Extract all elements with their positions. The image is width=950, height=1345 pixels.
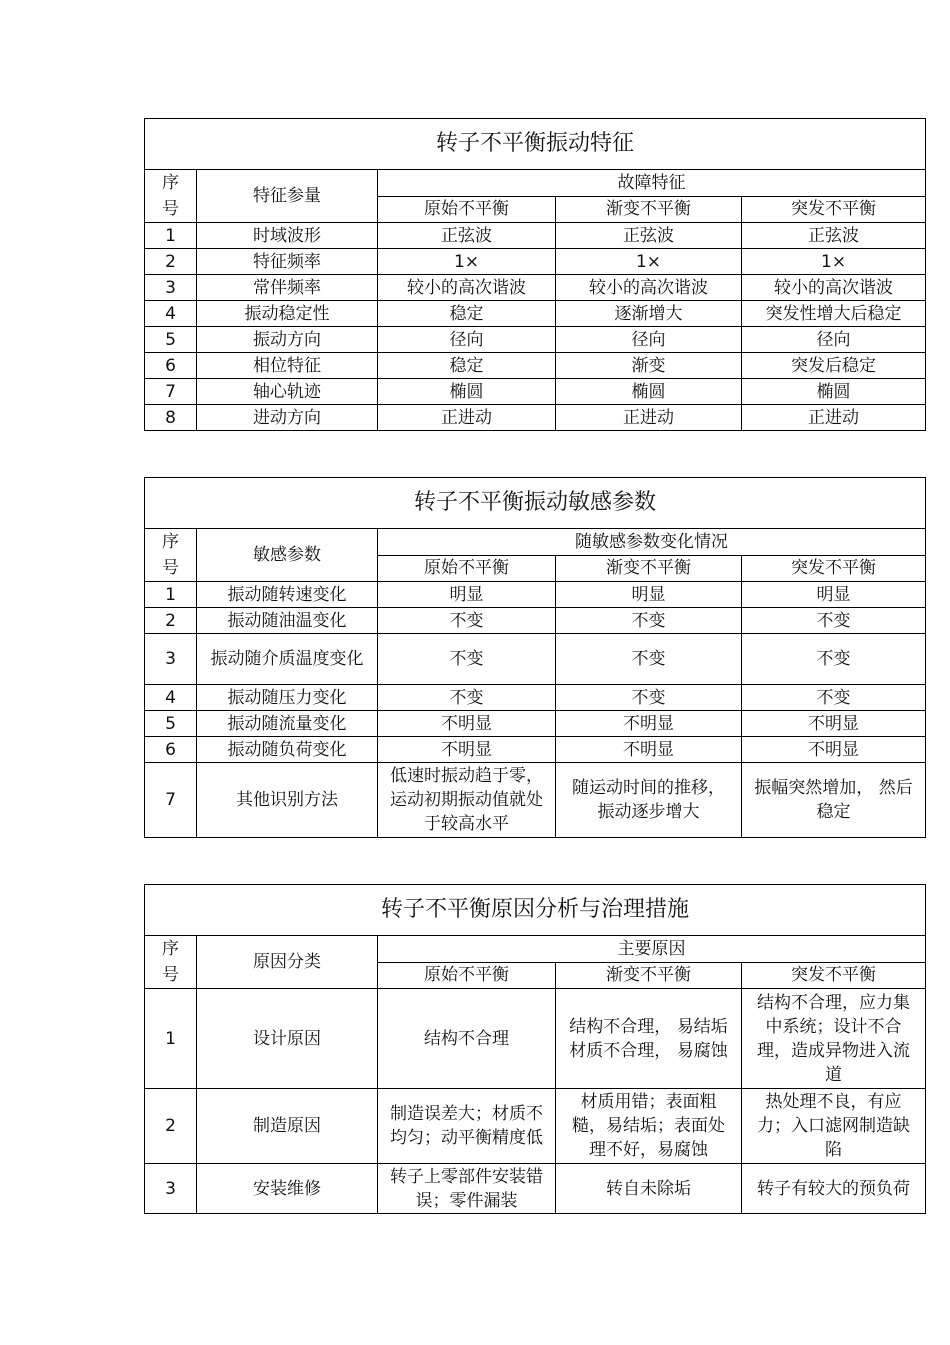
table-row bbox=[145, 763, 926, 838]
cell: 不变 bbox=[378, 685, 556, 711]
cell: 正弦波 bbox=[742, 223, 926, 249]
row-name: 时域波形 bbox=[197, 223, 378, 249]
table-title: 转子不平衡原因分析与治理措施 bbox=[145, 885, 926, 936]
cell: 不变 bbox=[742, 634, 926, 685]
table-row bbox=[145, 685, 926, 711]
cell: 较小的高次谐波 bbox=[742, 275, 926, 301]
row-no: 6 bbox=[145, 737, 197, 763]
row-no: 5 bbox=[145, 327, 197, 353]
table-row bbox=[145, 1089, 926, 1164]
row-no: 1 bbox=[145, 582, 197, 608]
table-row bbox=[145, 737, 926, 763]
row-name: 设计原因 bbox=[197, 989, 378, 1089]
row-name: 振动随转速变化 bbox=[197, 582, 378, 608]
sensitivity-parameters-table bbox=[144, 477, 926, 838]
table-row bbox=[145, 989, 926, 1089]
cell: 不明显 bbox=[378, 711, 556, 737]
cell: 椭圆 bbox=[742, 379, 926, 405]
cause-analysis-table bbox=[144, 884, 926, 1214]
cell: 随运动时间的推移，振动逐步增大 bbox=[556, 763, 742, 838]
row-name: 振动稳定性 bbox=[197, 301, 378, 327]
table-row bbox=[145, 711, 926, 737]
table-row bbox=[145, 379, 926, 405]
row-no: 4 bbox=[145, 685, 197, 711]
cell: 不变 bbox=[742, 685, 926, 711]
cell: 正进动 bbox=[742, 405, 926, 431]
row-no: 3 bbox=[145, 1164, 197, 1214]
header-group: 主要原因 bbox=[378, 936, 926, 963]
cell: 结构不合理 bbox=[378, 989, 556, 1089]
cell: 材质用错；表面粗糙，易结垢；表面处理不好，易腐蚀 bbox=[556, 1089, 742, 1164]
row-no: 2 bbox=[145, 249, 197, 275]
cell: 不变 bbox=[378, 608, 556, 634]
row-name: 振动随压力变化 bbox=[197, 685, 378, 711]
table-row bbox=[145, 249, 926, 275]
header-col: 原始不平衡 bbox=[378, 196, 556, 223]
row-no: 1 bbox=[145, 989, 197, 1089]
header-no: 序号 bbox=[145, 170, 197, 223]
header-col: 原始不平衡 bbox=[378, 555, 556, 582]
table-row bbox=[145, 223, 926, 249]
cell: 低速时振动趋于零，运动初期振动值就处于较高水平 bbox=[378, 763, 556, 838]
cell: 椭圆 bbox=[556, 379, 742, 405]
row-no: 4 bbox=[145, 301, 197, 327]
cell: 不变 bbox=[556, 685, 742, 711]
row-name: 振动随流量变化 bbox=[197, 711, 378, 737]
row-no: 2 bbox=[145, 608, 197, 634]
row-no: 6 bbox=[145, 353, 197, 379]
table-title: 转子不平衡振动敏感参数 bbox=[145, 478, 926, 529]
row-no: 3 bbox=[145, 634, 197, 685]
cell: 结构不合理， 易结垢材质不合理， 易腐蚀 bbox=[556, 989, 742, 1089]
cell: 1× bbox=[378, 249, 556, 275]
row-no: 5 bbox=[145, 711, 197, 737]
cell: 结构不合理，应力集中系统；设计不合理，造成异物进入流道 bbox=[742, 989, 926, 1089]
row-no: 1 bbox=[145, 223, 197, 249]
cell: 明显 bbox=[378, 582, 556, 608]
row-no: 8 bbox=[145, 405, 197, 431]
header-col: 渐变不平衡 bbox=[556, 555, 742, 582]
row-name: 相位特征 bbox=[197, 353, 378, 379]
row-name: 常伴频率 bbox=[197, 275, 378, 301]
cell: 不明显 bbox=[742, 711, 926, 737]
cell: 逐渐增大 bbox=[556, 301, 742, 327]
header-col: 渐变不平衡 bbox=[556, 962, 742, 989]
table-row bbox=[145, 1164, 926, 1214]
table-row bbox=[145, 275, 926, 301]
cell: 不明显 bbox=[556, 711, 742, 737]
header-col: 突发不平衡 bbox=[742, 196, 926, 223]
cell: 明显 bbox=[742, 582, 926, 608]
table-title: 转子不平衡振动特征 bbox=[145, 119, 926, 170]
row-name: 进动方向 bbox=[197, 405, 378, 431]
cell: 椭圆 bbox=[378, 379, 556, 405]
row-no: 7 bbox=[145, 763, 197, 838]
cell: 热处理不良，有应力；入口滤网制造缺陷 bbox=[742, 1089, 926, 1164]
table-row bbox=[145, 301, 926, 327]
cell: 稳定 bbox=[378, 353, 556, 379]
cell: 1× bbox=[556, 249, 742, 275]
cell: 突发性增大后稳定 bbox=[742, 301, 926, 327]
row-name: 振动随油温变化 bbox=[197, 608, 378, 634]
cell: 渐变 bbox=[556, 353, 742, 379]
header-param: 敏感参数 bbox=[197, 529, 378, 582]
cell: 转子上零部件安装错误；零件漏装 bbox=[378, 1164, 556, 1214]
cell: 不明显 bbox=[556, 737, 742, 763]
row-name: 安装维修 bbox=[197, 1164, 378, 1214]
table-row bbox=[145, 608, 926, 634]
cell: 1× bbox=[742, 249, 926, 275]
cell: 振幅突然增加， 然后稳定 bbox=[742, 763, 926, 838]
cell: 不明显 bbox=[378, 737, 556, 763]
cell: 正弦波 bbox=[378, 223, 556, 249]
cell: 径向 bbox=[556, 327, 742, 353]
row-name: 制造原因 bbox=[197, 1089, 378, 1164]
cell: 正弦波 bbox=[556, 223, 742, 249]
cell: 径向 bbox=[378, 327, 556, 353]
row-name: 轴心轨迹 bbox=[197, 379, 378, 405]
table-row bbox=[145, 634, 926, 685]
row-name: 振动随负荷变化 bbox=[197, 737, 378, 763]
cell: 不明显 bbox=[742, 737, 926, 763]
cell: 突发后稳定 bbox=[742, 353, 926, 379]
header-group: 故障特征 bbox=[378, 170, 926, 197]
header-col: 渐变不平衡 bbox=[556, 196, 742, 223]
header-group: 随敏感参数变化情况 bbox=[378, 529, 926, 556]
row-no: 3 bbox=[145, 275, 197, 301]
cell: 制造误差大；材质不均匀；动平衡精度低 bbox=[378, 1089, 556, 1164]
cell: 转自未除垢 bbox=[556, 1164, 742, 1214]
cell: 明显 bbox=[556, 582, 742, 608]
header-no: 序号 bbox=[145, 529, 197, 582]
cell: 转子有较大的预负荷 bbox=[742, 1164, 926, 1214]
row-no: 7 bbox=[145, 379, 197, 405]
table-row bbox=[145, 353, 926, 379]
cell: 不变 bbox=[556, 608, 742, 634]
cell: 较小的高次谐波 bbox=[556, 275, 742, 301]
cell: 正进动 bbox=[378, 405, 556, 431]
header-col: 原始不平衡 bbox=[378, 962, 556, 989]
header-no: 序号 bbox=[145, 936, 197, 989]
table-row bbox=[145, 405, 926, 431]
cell: 不变 bbox=[742, 608, 926, 634]
table-row bbox=[145, 327, 926, 353]
cell: 不变 bbox=[556, 634, 742, 685]
cell: 稳定 bbox=[378, 301, 556, 327]
row-name: 其他识别方法 bbox=[197, 763, 378, 838]
row-name: 振动随介质温度变化 bbox=[197, 634, 378, 685]
cell: 较小的高次谐波 bbox=[378, 275, 556, 301]
table-row bbox=[145, 582, 926, 608]
header-param: 原因分类 bbox=[197, 936, 378, 989]
row-no: 2 bbox=[145, 1089, 197, 1164]
cell: 不变 bbox=[378, 634, 556, 685]
cell: 正进动 bbox=[556, 405, 742, 431]
cell: 径向 bbox=[742, 327, 926, 353]
header-col: 突发不平衡 bbox=[742, 962, 926, 989]
row-name: 特征频率 bbox=[197, 249, 378, 275]
header-col: 突发不平衡 bbox=[742, 555, 926, 582]
header-param: 特征参量 bbox=[197, 170, 378, 223]
vibration-features-table bbox=[144, 118, 926, 431]
row-name: 振动方向 bbox=[197, 327, 378, 353]
